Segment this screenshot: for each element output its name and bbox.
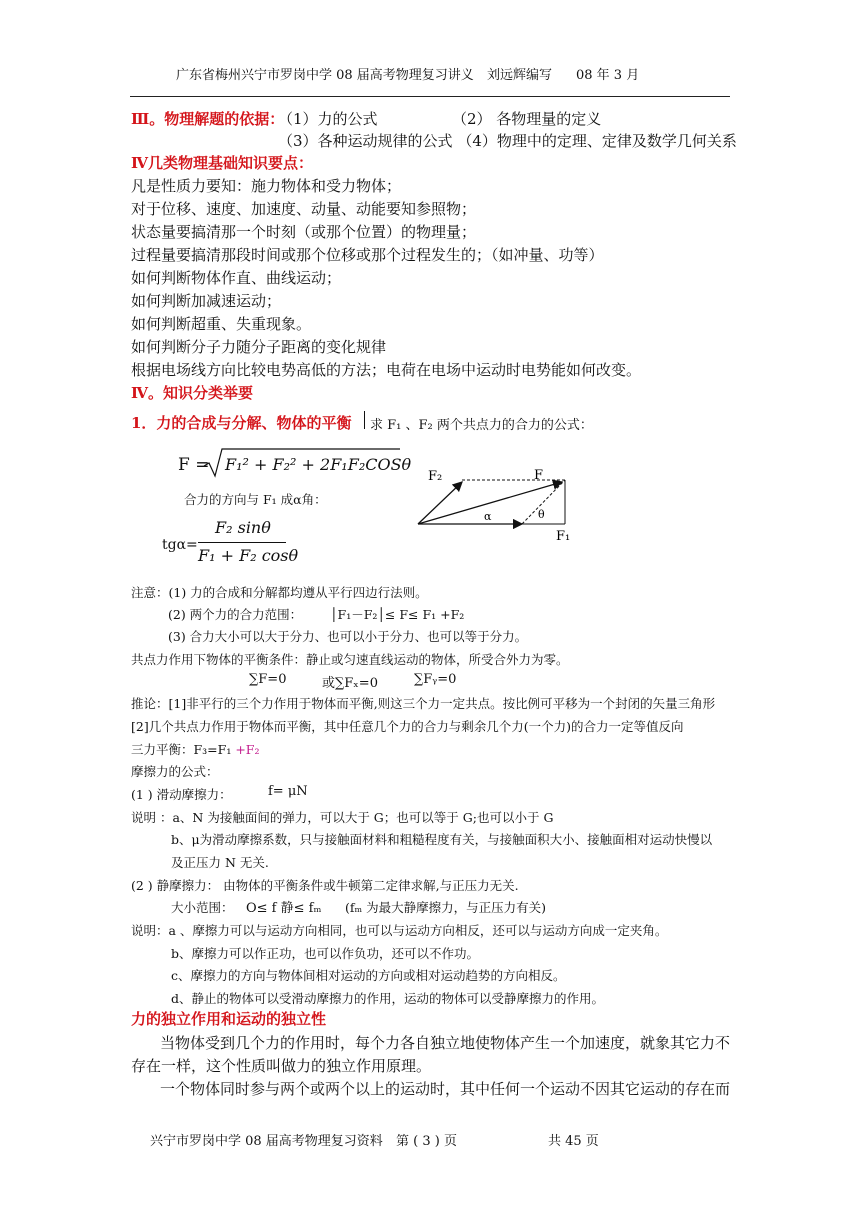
section4b-title: Ⅳ。知识分类举要	[131, 384, 254, 402]
three-force-text: 三力平衡：F₃=F₁	[131, 742, 236, 757]
independence-p1b: 存在一样，这个性质叫做力的独立作用原理。	[131, 1057, 432, 1075]
note-3: (3) 合力大小可以大于分力、也可以小于分力、也可以等于分力。	[168, 629, 528, 644]
section4a-line: 过程量要搞清那段时间或那个位移或那个过程发生的；（如冲量、功等）	[131, 246, 604, 264]
inference-1: 推论：[1]非平行的三个力作用于物体而平衡,则这三个力一定共点。按比例可平移为一个封闭的矢量三角形	[131, 696, 716, 711]
section4a-line: 如何判断超重、失重现象。	[131, 315, 312, 333]
three-force-balance	[131, 740, 260, 758]
direction-text: 合力的方向与 F₁ 成α角：	[184, 492, 327, 507]
section4a-title: Ⅳ几类物理基础知识要点：	[131, 154, 314, 172]
section4a-line: 状态量要搞清那一个时刻（或那个位置）的物理量；	[131, 223, 477, 241]
label-theta: θ	[538, 508, 545, 521]
label-f1: F₁	[556, 529, 571, 544]
section3-item3: （3）各种运动规律的公式 （4）物理中的定理、定律及数学几何关系	[278, 132, 737, 150]
sliding-friction-label: (1 ) 滑动摩擦力：	[131, 787, 232, 802]
section4a-line: 如何判断加减速运动；	[131, 292, 282, 310]
explain-friction-d: d、静止的物体可以受滑动摩擦力的作用，运动的物体可以受静摩擦力的作用。	[171, 991, 605, 1006]
explain-b2: 及正压力 N 无关.	[171, 855, 269, 870]
explain-a: 说明 ：a、N 为接触面间的弹力，可以大于 G；也可以等于 G;也可以小于 G	[131, 810, 554, 825]
explain-friction-b: b、摩擦力可以作正功，也可以作负功，还可以不作功。	[171, 946, 480, 961]
resultant-formula-lhs: F =	[178, 455, 210, 475]
sum-f: ∑F=0	[249, 672, 287, 687]
topic1-divider	[364, 411, 365, 429]
resultant-formula-radicand: F₁² + F₂² + 2F₁F₂COSθ	[225, 455, 412, 474]
note-2-formula: │F₁－F₂│≤ F≤ F₁ +F₂	[330, 607, 465, 622]
explain-b1: b、μ为滑动摩擦系数，只与接触面材料和粗糙程度有关，与接触面积大小、接触面相对运动快慢以	[171, 832, 713, 847]
force-parallelogram-diagram	[410, 460, 590, 550]
tg-numerator: F₂ sinθ	[215, 518, 271, 537]
independence-p2a: 一个物体同时参与两个或两个以上的运动时，其中任何一个运动不因其它运动的存在而	[160, 1080, 731, 1098]
friction-title: 摩擦力的公式：	[131, 764, 219, 779]
sum-fy: ∑Fᵧ=0	[414, 672, 457, 687]
header-title: 广东省梅州兴宁市罗岗中学 08 届高考物理复习讲义	[176, 68, 474, 83]
explain-friction-c: c、摩擦力的方向与物体间相对运动的方向或相对运动趋势的方向相反。	[171, 968, 566, 983]
header-rule	[130, 96, 730, 97]
footer-title: 兴宁市罗岗中学 08 届高考物理复习资料	[150, 1134, 383, 1149]
section3-title: Ⅲ。物理解题的依据：	[131, 110, 285, 128]
inference-2: [2]几个共点力作用于物体而平衡，其中任意几个力的合力与剩余几个力(一个力)的合力一定等值反向	[131, 719, 684, 734]
fraction-line	[198, 542, 286, 543]
section4a-line: 对于位移、速度、加速度、动量、动能要知参照物；	[131, 200, 477, 218]
header-date: 08 年 3 月	[576, 68, 640, 83]
explain-friction-a: 说明：a 、摩擦力可以与运动方向相同，也可以与运动方向相反，还可以与运动方向成一定夹角。	[131, 923, 668, 938]
section4a-line: 如何判断分子力随分子距离的变化规律	[131, 338, 387, 356]
note-1: 注意：(1) 力的合成和分解都均遵从平行四边行法则。	[131, 585, 428, 600]
static-friction-label: (2 ) 静摩擦力： 由物体的平衡条件或牛顿第二定律求解,与正压力无关.	[131, 878, 519, 893]
tg-denominator: F₁ + F₂ cosθ	[198, 546, 299, 565]
section3-item1: （1）力的公式	[278, 110, 378, 128]
footer-page: 第 ( 3 ) 页	[396, 1134, 457, 1149]
topic1-title: 1．力的合成与分解、物体的平衡	[131, 414, 352, 432]
note-2: (2) 两个力的合力范围：	[168, 607, 303, 622]
label-f2: F₂	[428, 469, 443, 484]
topic1-intro: 求 F₁ 、F₂ 两个共点力的合力的公式：	[370, 418, 593, 433]
tg-alpha-lhs: tgα=	[162, 537, 198, 553]
footer-total: 共 45 页	[548, 1134, 599, 1149]
section4a-line: 如何判断物体作直、曲线运动；	[131, 269, 342, 287]
independence-p1a: 当物体受到几个力的作用时，每个力各自独立地使物体产生一个加速度，就象其它力不	[160, 1034, 731, 1052]
section3-item2: （2） 各物理量的定义	[452, 110, 602, 128]
header-author: 刘远辉编写	[487, 68, 553, 83]
range-note: (fₘ 为最大静摩擦力，与正压力有关)	[345, 900, 547, 915]
label-f: F	[534, 468, 544, 483]
range-label: 大小范围：	[171, 900, 234, 915]
label-alpha: α	[484, 510, 492, 523]
section4a-line: 根据电场线方向比较电势高低的方法；电荷在电场中运动时电势能如何改变。	[131, 361, 642, 379]
three-force-plus: +F₂	[235, 742, 260, 757]
independence-title: 力的独立作用和运动的独立性	[131, 1010, 327, 1028]
sliding-friction-formula: f= μN	[268, 784, 308, 799]
section4a-line: 凡是性质力要知：施力物体和受力物体；	[131, 177, 402, 195]
range-formula: O≤ f 静≤ fₘ	[246, 901, 322, 916]
sum-fx: 或∑Fₓ=0	[322, 676, 378, 691]
balance-condition: 共点力作用下物体的平衡条件：静止或匀速直线运动的物体，所受合外力为零。	[131, 652, 569, 667]
